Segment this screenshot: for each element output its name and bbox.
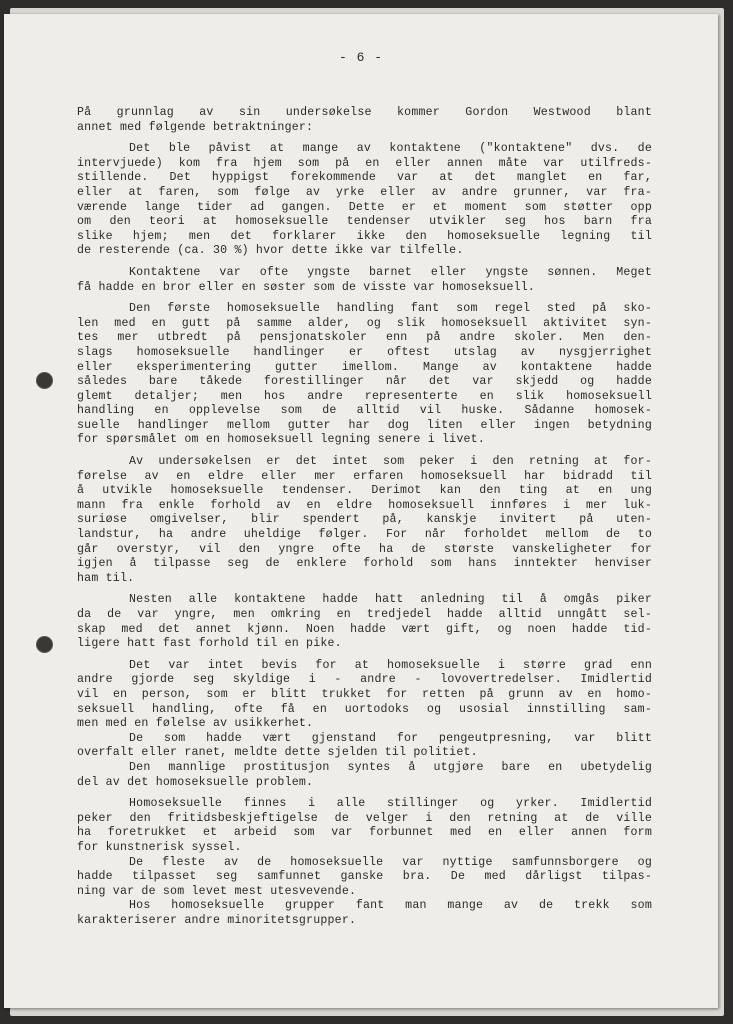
text-line: går overstyr, vil den yngre ofte ha de største vanskeligheter for: [77, 542, 652, 556]
text-line: Den første homoseksuelle handling fant som regel sted på sko-: [129, 302, 652, 316]
text-line: å utvikle homoseksuelle tendenser. Derimot kan den ting at en ung: [77, 484, 652, 498]
text-line: overfalt eller ranet, meldte dette sjelden til politiet.: [77, 746, 478, 760]
text-line: eller at faren, som følge av yrke eller av andre grunner, var fra-: [77, 185, 652, 199]
text-line: for spørsmålet om en homoseksuell legning senere i livet.: [77, 433, 485, 447]
text-line: værende lange tider ad gangen. Dette er et moment som støtter opp: [77, 200, 652, 214]
document-page: [4, 14, 718, 1008]
text-line: stillende. Det hyppigst forekommende var at det manglet en far,: [77, 171, 652, 185]
text-line: således bare tåkede forestillinger når det var skjedd og hadde: [77, 375, 652, 389]
text-line: Homoseksuelle finnes i alle stillinger og yrker. Imidlertid: [129, 797, 652, 811]
text-line: glemt detaljer; men hos andre representerte en slik homoseksuell: [77, 389, 652, 403]
paragraph: [77, 659, 652, 732]
body-text: [77, 106, 652, 928]
text-line: ham til.: [77, 571, 135, 585]
paragraph: [77, 732, 652, 761]
text-line: skap med det annet kjønn. Noen hadde vært gift, og noen hadde tid-: [77, 622, 652, 636]
paragraph: [77, 142, 652, 259]
text-line: Kontaktene var ofte yngste barnet eller yngste sønnen. Meget: [129, 265, 652, 279]
page-number: - 6 -: [338, 50, 383, 65]
text-line: førelse av en eldre eller mer erfaren homoseksuell har bidradd til: [77, 469, 652, 483]
paragraph: [77, 593, 652, 651]
text-line: få hadde en bror eller en søster som de visste var homoseksuell.: [77, 280, 536, 294]
punch-hole-top: [36, 372, 53, 389]
text-line: Den mannlige prostitusjon syntes å utgjøre bare en ubetydelig: [129, 760, 652, 774]
text-line: seksuell handling, ofte få en uortodoks og usosial innstilling sam-: [77, 702, 652, 716]
text-line: På grunnlag av sin undersøkelse kommer Gordon Westwood blant: [77, 106, 652, 119]
text-line: De som hadde vært gjenstand for pengeutpresning, var blitt: [129, 731, 652, 745]
text-line: ha foretrukket et arbeid som var forbunnet med en eller annen form: [77, 826, 652, 840]
text-line: Det ble påvist at mange av kontaktene ("kontaktene" dvs. de: [129, 142, 652, 156]
paragraph: [77, 899, 652, 928]
paragraph: [77, 761, 652, 790]
text-line: ning var de som levet mest utesvevende.: [77, 884, 357, 898]
text-line: De fleste av de homoseksuelle var nyttige samfunnsborgere og: [129, 855, 652, 869]
text-line: handling en opplevelse som de alltid vil huske. Sådanne homosek-: [77, 404, 652, 418]
text-line: vil en person, som er blitt trukket for retten på grunn av en homo-: [77, 687, 652, 701]
text-line: Nesten alle kontaktene hadde hatt anledning til å omgås piker: [129, 593, 652, 607]
text-line: karakteriserer andre minoritetsgrupper.: [77, 913, 357, 927]
paragraph: [77, 266, 652, 295]
text-line: ligere hatt fast forhold til en pike.: [77, 637, 342, 651]
text-line: andre gjorde seg skyldige i - andre - lovovertredelser. Imidlertid: [77, 673, 652, 687]
text-line: men med en følelse av usikkerhet.: [77, 717, 314, 731]
text-line: suelle handlinger mellom gutter har dog liten eller ingen betydning: [77, 418, 652, 432]
text-line: slike hjem; men det forklarer ikke den homoseksuelle legning til: [77, 229, 652, 243]
text-line: tes mer utbredt på pensjonatskoler enn på andre skoler. Men den-: [77, 331, 652, 345]
punch-hole-bottom: [36, 636, 53, 653]
text-line: len med en gutt på samme alder, og slik homoseksuell aktivitet syn-: [77, 316, 652, 330]
text-line: da de var yngre, men omkring en tredjedel hadde alltid unngått sel-: [77, 608, 652, 621]
text-line: for kunstnerisk syssel.: [77, 840, 242, 854]
text-line: landstur, ha andre uheldige følger. For når forholdet mellom de to: [77, 528, 652, 542]
text-line: slags homoseksuelle handlinger er oftest utslag av nysgjerrighet: [77, 345, 652, 359]
text-line: Det var intet bevis for at homoseksuelle i større grad enn: [129, 658, 652, 672]
text-line: de resterende (ca. 30 %) hvor dette ikke var tilfelle.: [77, 244, 464, 258]
paragraph: [77, 455, 652, 586]
text-line: mann fra enkle forhold av en eldre homoseksuell innføres i mer luk-: [77, 498, 652, 512]
paragraph: [77, 302, 652, 448]
text-line: suriøse omgivelser, blir spendert på, kanskje invitert på uten-: [77, 513, 652, 527]
text-line: om den teori at homoseksuelle tendenser utvikler seg hos barn fra: [77, 215, 652, 229]
paragraph: [77, 856, 652, 900]
text-line: Hos homoseksuelle grupper fant man mange av de trekk som: [129, 899, 652, 913]
text-line: eller eksperimentering gutter imellom. Mange av kontaktene hadde: [77, 360, 652, 374]
text-line: hadde tilpasset seg samfunnet ganske bra. De med dårligst tilpas-: [77, 870, 652, 884]
text-line: del av det homoseksuelle problem.: [77, 775, 314, 789]
text-line: peker den fritidsbeskjeftigelse de velger i den retning at de ville: [77, 811, 652, 825]
paragraph: [77, 106, 652, 135]
text-line: igjen å tilpasse seg de enklere forhold som hans inntekter henviser: [77, 557, 652, 571]
text-line: Av undersøkelsen er det intet som peker i den retning at for-: [129, 455, 652, 469]
text-line: annet med følgende betraktninger:: [77, 120, 314, 134]
text-line: intervjuede) kom fra hjem som på en eller annen måte var utilfreds-: [77, 156, 652, 170]
paragraph: [77, 797, 652, 855]
